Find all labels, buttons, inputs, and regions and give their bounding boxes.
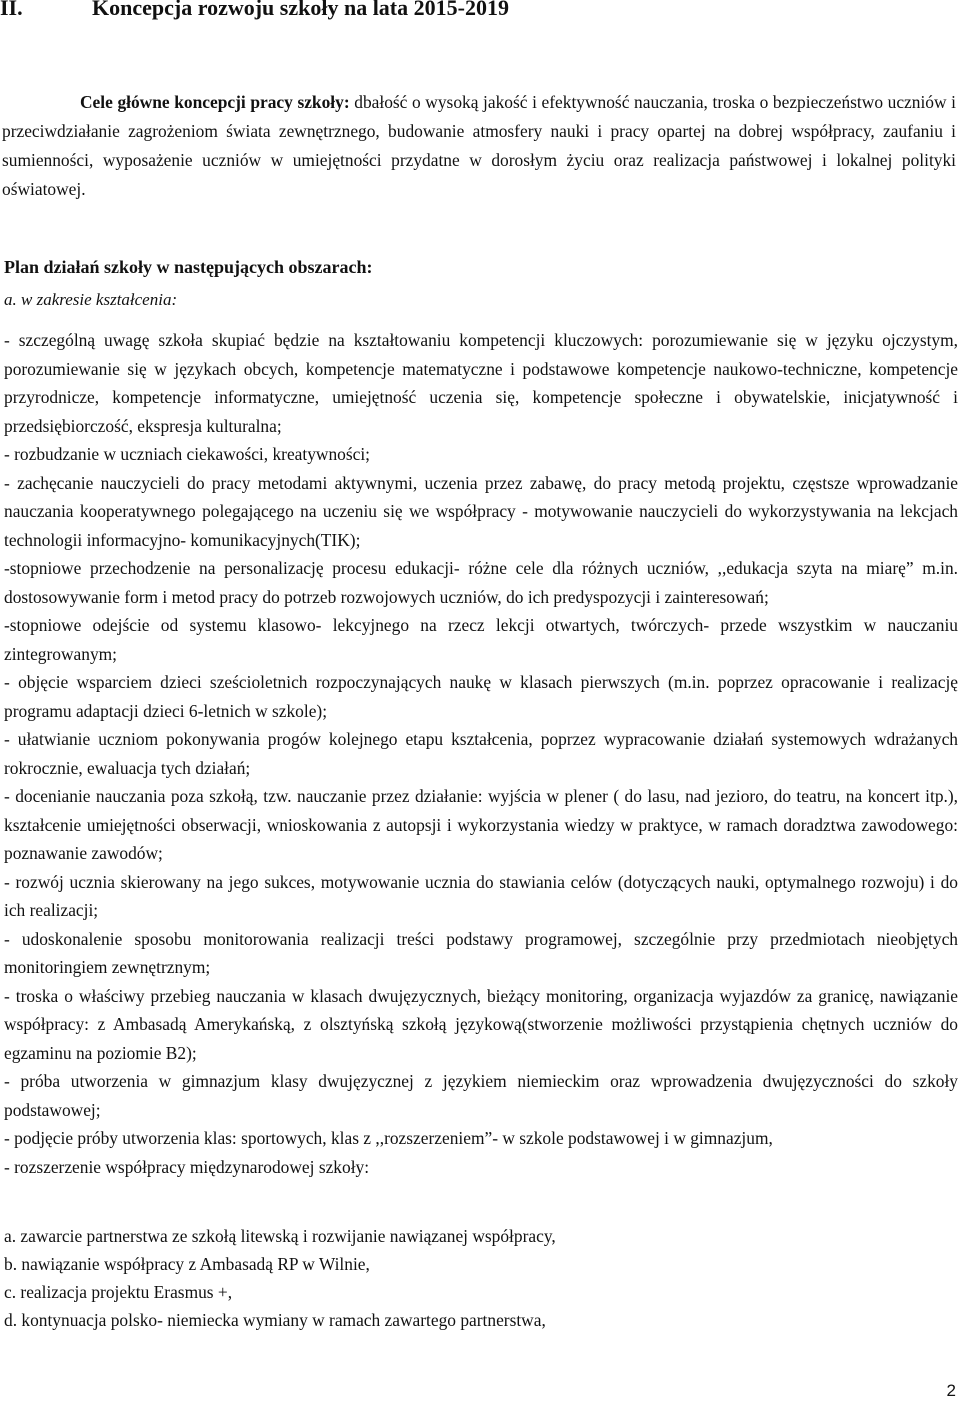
international-cooperation-list <box>4 1222 944 1334</box>
main-goals-paragraph <box>2 88 956 204</box>
list-item: a. zawarcie partnerstwa ze szkołą litewską i rozwijanie nawiązanej współpracy, <box>4 1226 556 1246</box>
list-item: - docenianie nauczania poza szkołą, tzw. nauczanie przez działanie: wyjścia w plener ( do lasu, nad jezioro, do teatru, na koncert itp.), kształcenie umiejętności obserwacji, wnioskowania z autopsji i wykorzystania wiedzy w praktyce, w ramach doradztwa zawodowego: poznawanie zawodów; <box>4 786 958 863</box>
list-item: - rozszerzenie współpracy międzynarodowej szkoły: <box>4 1156 370 1177</box>
education-actions-list <box>4 326 958 1181</box>
list-item: - rozwój ucznia skierowany na jego sukces, motywowanie ucznia do stawiania celów (dotyczących nauki, optymalnego rozwoju) i do ich realizacji; <box>4 871 958 920</box>
list-item: c. realizacja projektu Erasmus +, <box>4 1282 233 1302</box>
list-item: - troska o właściwy przebieg nauczania w klasach dwujęzycznych, bieżący monitoring, organizacja wyjazdów za granicę, nawiązanie współpracy: z Ambasadą Amerykańską, z olsztyńską szkołą językową(stworzenie możliwości przystąpienia chętnych uczniów do egzaminu na poziomie B2); <box>4 985 958 1063</box>
list-item: - próba utworzenia w gimnazjum klasy dwujęzycznej z językiem niemieckim oraz wprowadzenia dwujęzyczności do szkoły podstawowej; <box>4 1071 958 1120</box>
list-item: - zachęcanie nauczycieli do pracy metodami aktywnymi, uczenia przez zabawę, do pracy metodą projektu, częstsze wprowadzanie nauczania kooperatywnego polegającego na uczeniu się we współpracy - motywowanie nauczycieli do wykorzystywania na lekcjach technologii informacyjno- komunikacyjnych(TIK); <box>4 472 958 550</box>
section-title: Koncepcja rozwoju szkoły na lata 2015-2019 <box>92 0 509 20</box>
area-label-education: a. w zakresie kształcenia: <box>4 290 178 309</box>
plan-heading: Plan działań szkoły w następujących obszarach: <box>4 257 373 277</box>
list-item: b. nawiązanie współpracy z Ambasadą RP w Wilnie, <box>4 1254 370 1274</box>
list-item: - rozbudzanie w uczniach ciekawości, kreatywności; <box>4 444 371 464</box>
list-item: - udoskonalenie sposobu monitorowania realizacji treści podstawy programowej, szczególnie przy przedmiotach nieobjętych monitoringiem zewnętrznym; <box>4 928 958 977</box>
list-item: - ułatwianie uczniom pokonywania progów kolejnego etapu kształcenia, poprzez wypracowanie działań systemowych wdrażanych rokrocznie, ewaluacja tych działań; <box>4 729 958 778</box>
list-item: -stopniowe odejście od systemu klasowo- lekcyjnego na rzecz lekcji otwartych, twórczych- przede wszystkim w nauczaniu zintegrowanym; <box>4 615 958 664</box>
main-goals-lead: Cele główne koncepcji pracy szkoły: <box>80 92 350 112</box>
list-item: - objęcie wsparciem dzieci sześcioletnich rozpoczynających naukę w klasach pierwszych (m.in. poprzez opracowanie i realizację programu adaptacji dzieci 6-letnich w szkole); <box>4 672 958 721</box>
list-item: d. kontynuacja polsko- niemiecka wymiany w ramach zawartego partnerstwa, <box>4 1310 546 1330</box>
list-item: - szczególną uwagę szkoła skupiać będzie na kształtowaniu kompetencji kluczowych: porozumiewanie się w języku ojczystym, porozumiewanie się w językach obcych, kompetencje matematyczne i podstawowe kompetencje naukowo-techniczne, kompetencje przyrodnicze, kompetencje informatyczne, umiejętność uczenia się, kompetencje społeczne i obywatelskie, inicjatywność i przedsiębiorczość, ekspresja kulturalna; <box>4 330 958 436</box>
main-goals-text: dbałość o wysoką jakość i efektywność nauczania, troska o bezpieczeństwo uczniów i przeciwdziałanie zagrożeniom świata zewnętrznego, budowanie atmosfery nauki i pracy opartej na dobrej współpracy, zaufaniu i sumienności, wyposażenie uczniów w umiejętności przydatne w dorosłym życiu oraz realizacja państwowej i lokalnej polityki oświatowej. <box>2 92 956 199</box>
section-number: II. <box>0 0 23 20</box>
list-item: - podjęcie próby utworzenia klas: sportowych, klas z ,,rozszerzeniem”- w szkole podstawowej i w gimnazjum, <box>4 1128 773 1148</box>
list-item: -stopniowe przechodzenie na personalizację procesu edukacji- różne cele dla różnych uczniów, ,,edukacja szyta na miarę” m.in. dostosowywanie form i metod pracy do potrzeb rozwojowych uczniów, do ich predyspozycji i zainteresowań; <box>4 558 958 607</box>
page-number: 2 <box>946 1381 956 1400</box>
section-heading <box>0 0 509 22</box>
